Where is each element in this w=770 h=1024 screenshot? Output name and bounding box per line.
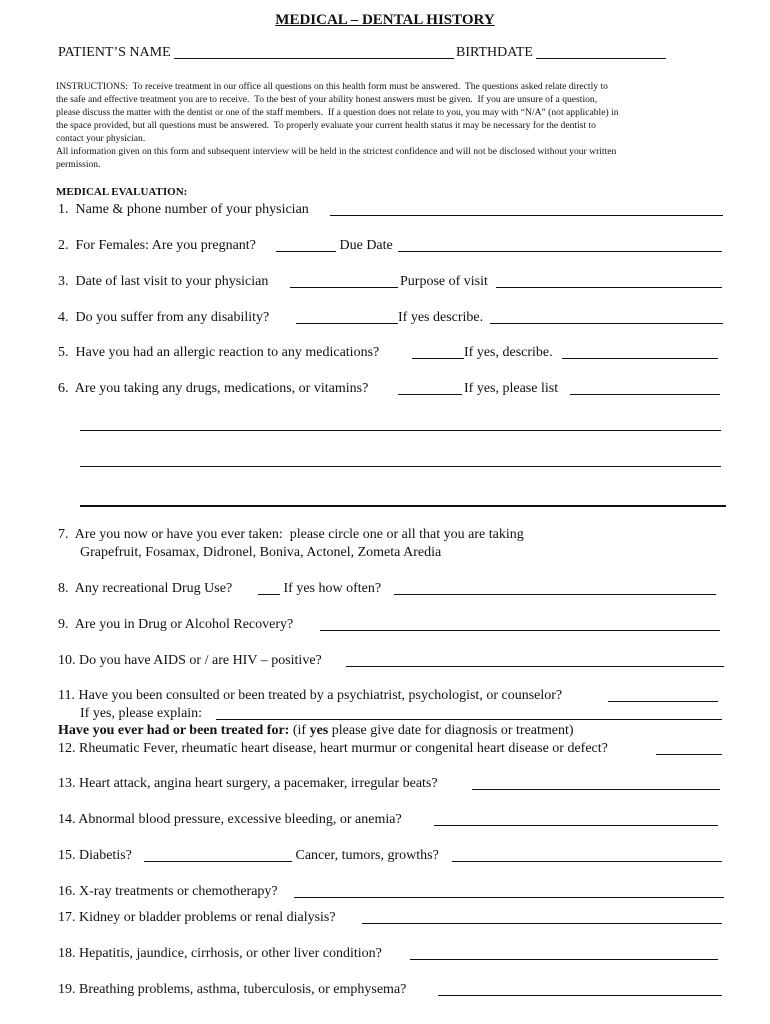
question-4: 4. Do you suffer from any disability? xyxy=(58,310,273,325)
due-date-field[interactable] xyxy=(398,251,722,252)
question-1: 1. Name & phone number of your physician xyxy=(58,202,309,217)
disability-describe-label: If yes describe. xyxy=(398,310,484,325)
birthdate-label: BIRTHDATE xyxy=(456,45,533,60)
question-9: 9. Are you in Drug or Alcohol Recovery? xyxy=(58,617,297,632)
instructions-line: INSTRUCTIONS: To receive treatment in our office all questions on this health form must be answered. The questions asked relate directly to xyxy=(56,81,608,92)
question-10: 10. Do you have AIDS or / are HIV – positive? xyxy=(58,653,326,668)
question-7: 7. Are you now or have you ever taken: please circle one or all that you are taking xyxy=(58,527,524,542)
drug-use-field[interactable] xyxy=(258,594,280,595)
birthdate-field[interactable] xyxy=(536,58,666,59)
have-you-ever-rest: please give date for diagnosis or treatment) xyxy=(328,723,574,738)
cancer-field[interactable] xyxy=(452,861,722,862)
heart-attack-field[interactable] xyxy=(472,789,720,790)
allergic-describe-field[interactable] xyxy=(562,358,718,359)
patient-name-field[interactable] xyxy=(174,58,454,59)
have-you-ever-bold: Have you ever had or been treated for: xyxy=(58,723,293,738)
question-18: 18. Hepatitis, jaundice, cirrhosis, or other liver condition? xyxy=(58,946,386,961)
question-6: 6. Are you taking any drugs, medications, or vitamins? xyxy=(58,381,369,396)
medications-list-line[interactable] xyxy=(80,430,721,431)
hepatitis-field[interactable] xyxy=(410,959,718,960)
section-medical-evaluation: MEDICAL EVALUATION: xyxy=(56,186,188,198)
patient-name-label: PATIENT’S NAME xyxy=(58,45,171,60)
purpose-of-visit-label: Purpose of visit xyxy=(400,274,488,289)
allergic-describe-label: If yes, describe. xyxy=(464,345,553,360)
instructions-line: contact your physician. xyxy=(56,133,146,144)
instructions-line: the space provided, but all questions must be answered. To properly evaluate your current health status it may be necessary for the dentist to xyxy=(56,120,596,131)
question-16: 16. X-ray treatments or chemotherapy? xyxy=(58,884,278,899)
xray-field[interactable] xyxy=(294,897,724,898)
aids-hiv-field[interactable] xyxy=(346,666,724,667)
psychiatrist-explain-field[interactable] xyxy=(216,719,722,720)
kidney-field[interactable] xyxy=(362,923,722,924)
question-17: 17. Kidney or bladder problems or renal dialysis? xyxy=(58,910,340,925)
instructions-line: All information given on this form and subsequent interview will be held in the strictest confidence and will not be disclosed without your written xyxy=(56,146,617,157)
breathing-field[interactable] xyxy=(438,995,722,996)
question-2: 2. For Females: Are you pregnant? xyxy=(58,238,256,253)
drug-use-often-label: If yes how often? xyxy=(280,581,385,596)
rheumatic-field[interactable] xyxy=(656,754,722,755)
have-you-ever-yes: yes xyxy=(309,723,329,738)
question-8: 8. Any recreational Drug Use? xyxy=(58,581,236,596)
question-19: 19. Breathing problems, asthma, tuberculosis, or emphysema? xyxy=(58,982,410,997)
purpose-of-visit-field[interactable] xyxy=(496,287,722,288)
instructions-line: please discuss the matter with the dentist or one of the staff members. If a question does not relate to you, you may with “N/A” (not applicable) in xyxy=(56,107,619,118)
medications-field[interactable] xyxy=(398,394,462,395)
question-7-options[interactable]: Grapefruit, Fosamax, Didronel, Boniva, Actonel, Zometa Aredia xyxy=(80,545,442,560)
cancer-label: Cancer, tumors, growths? xyxy=(292,848,439,863)
question-5: 5. Have you had an allergic reaction to any medications? xyxy=(58,345,383,360)
physician-field[interactable] xyxy=(330,215,723,216)
have-you-ever-mid: (if xyxy=(292,723,310,738)
question-11-explain-label: If yes, please explain: xyxy=(80,706,206,721)
question-15: 15. Diabetis? xyxy=(58,848,136,863)
recovery-field[interactable] xyxy=(320,630,720,631)
disability-field[interactable] xyxy=(296,323,398,324)
diabetis-field[interactable] xyxy=(144,861,292,862)
question-11: 11. Have you been consulted or been treated by a psychiatrist, psychologist, or counselor? xyxy=(58,688,566,703)
allergic-reaction-field[interactable] xyxy=(412,358,464,359)
disability-describe-field[interactable] xyxy=(490,323,723,324)
blood-pressure-field[interactable] xyxy=(434,825,718,826)
have-you-ever-heading xyxy=(58,723,574,739)
medications-list-line[interactable] xyxy=(80,466,721,467)
question-14: 14. Abnormal blood pressure, excessive bleeding, or anemia? xyxy=(58,812,406,827)
instructions-line: the safe and effective treatment you are to receive. To the best of your ability honest answers must be given. If you are unsure of a question, xyxy=(56,94,598,105)
form-title: MEDICAL – DENTAL HISTORY xyxy=(275,12,495,28)
medications-list-label: If yes, please list xyxy=(464,381,562,396)
question-3: 3. Date of last visit to your physician xyxy=(58,274,269,289)
question-12: 12. Rheumatic Fever, rheumatic heart disease, heart murmur or congenital heart disease or defect? xyxy=(58,741,612,756)
due-date-label: Due Date xyxy=(336,238,393,253)
section-divider xyxy=(80,505,726,507)
question-13: 13. Heart attack, angina heart surgery, a pacemaker, irregular beats? xyxy=(58,776,442,791)
medications-list-field[interactable] xyxy=(570,394,720,395)
last-visit-field[interactable] xyxy=(290,287,398,288)
drug-use-often-field[interactable] xyxy=(394,594,716,595)
pregnant-field[interactable] xyxy=(276,251,336,252)
psychiatrist-field[interactable] xyxy=(608,701,718,702)
instructions-line: permission. xyxy=(56,159,101,170)
